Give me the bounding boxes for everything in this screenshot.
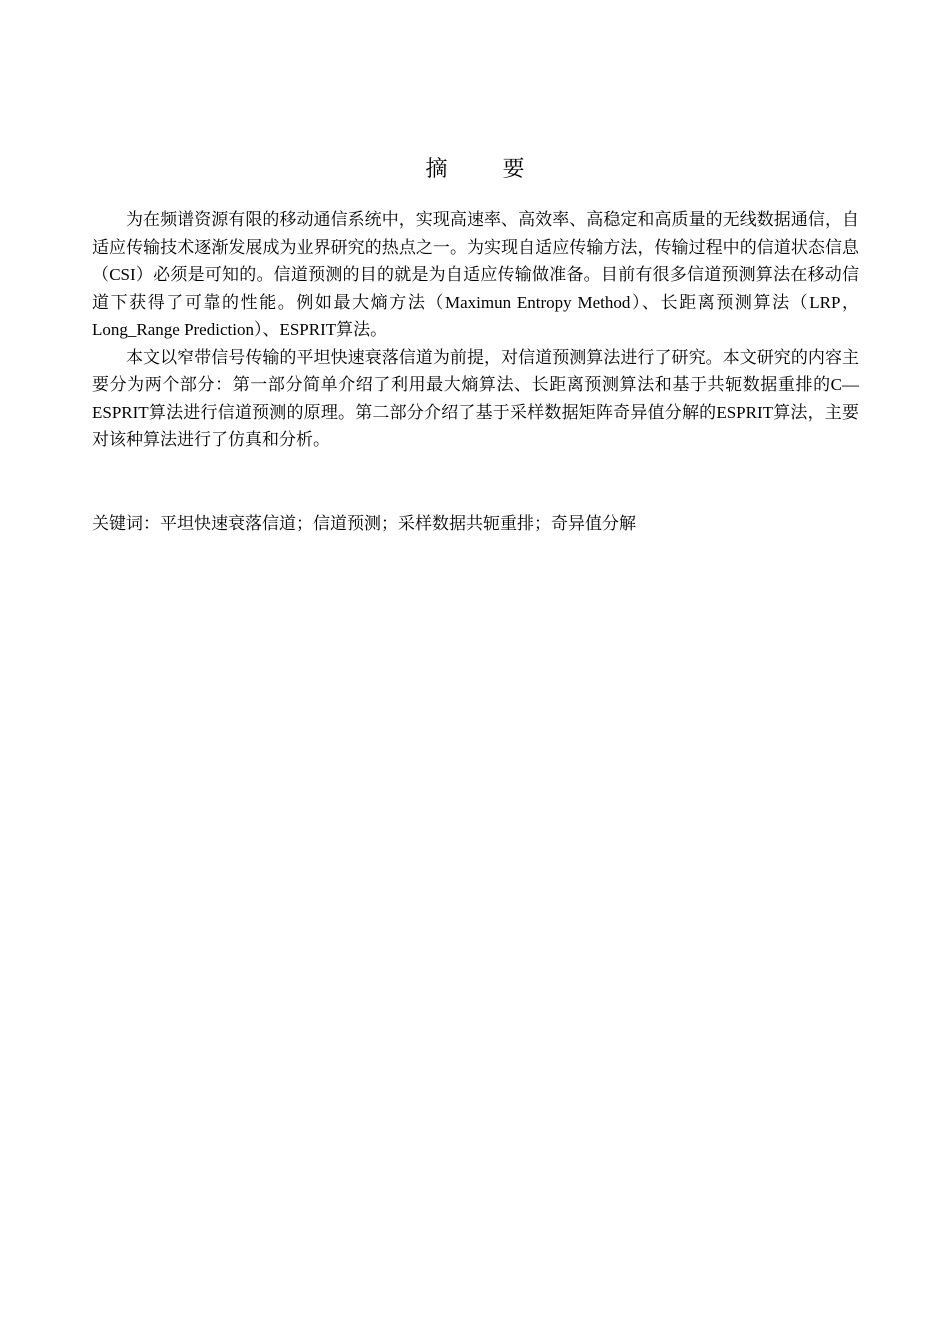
page-title: 摘 要: [425, 157, 549, 182]
keywords-text: 平坦快速衰落信道；信道预测；采样数据共轭重排；奇异值分解: [160, 514, 636, 533]
keywords-label: 关键词：: [92, 514, 160, 534]
abstract-body: [92, 206, 859, 454]
keywords-line: [92, 510, 859, 539]
abstract-paragraph-1: 为在频谱资源有限的移动通信系统中，实现高速率、高效率、高稳定和高质量的无线数据通信，自适应传输技术逐渐发展成为业界研究的热点之一。为实现自适应传输方法，传输过程中的信道状态信息（CSI）必须是可知的。信道预测的目的就是为自适应传输做准备。目前有很多信道预测算法在移动信道下获得了可靠的性能。例如最大熵方法（Maximun Entropy Method）、长距离预测算法（LRP，Long_Range Prediction）、ESPRIT算法。: [92, 210, 859, 339]
abstract-paragraph-2: 本文以窄带信号传输的平坦快速衰落信道为前提，对信道预测算法进行了研究。本文研究的内容主要分为两个部分：第一部分简单介绍了利用最大熵算法、长距离预测算法和基于共轭数据重排的C—ESPRIT算法进行信道预测的原理。第二部分介绍了基于采样数据矩阵奇异值分解的ESPRIT算法，主要对该种算法进行了仿真和分析。: [92, 347, 859, 449]
